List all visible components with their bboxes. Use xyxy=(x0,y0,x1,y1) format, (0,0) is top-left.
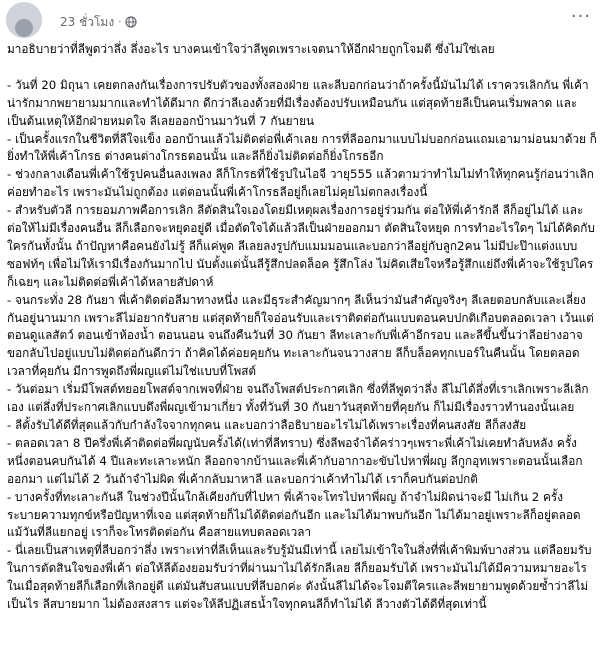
post-header xyxy=(0,0,603,36)
post-paragraph: - สำหรับตัวลี การยอมภาพคือการเลิก ลีตัดสินใจเองโดยมีเหตุผลเรื่องการอยู่ร่วมกัน ต่อให้พี่เค้ารักลี ลีก็อยู่ไม่ได้ และต่อให้ไม่มีเรื่องคนอื่น ลีก็เลือกจะหยุดอยู่ดี เมื่อตัดใจได้แล้วลีเป็นฝ่ายออกมา ตัดสินใจหยุด การทำอะไรใดๆ ไม่ได้คิดกับใครกันทั้งนั้น ถ้าปัญหาคือคนยังไม่รู้ ลีก็แค่พูด ลีเลยลงรูปกับแมมมอนและบอกว่าลีอยู่กับลูก2คน ไม่มีปะป๊าแต่งแบบซอฟท์ๆ เพื่อไม่ให้เรามีเรื่องกันมากไป นับตั้งแต่นั้นลีรู้สึกปลดล็อค รู้สึกโล่ง ไม่คิดเสียใจหรือรู้สึกแย่ถึงพี่เค้าจะใช้รูปใครก็เฉยๆ และไม่ติดต่อพี่เค้าได้หลายสัปดาห์ xyxy=(7,203,595,289)
avatar[interactable] xyxy=(6,2,42,38)
paragraph-gap xyxy=(7,59,597,77)
post-paragraph-intro: มาอธิบายว่าที่ลีพูดว่าลึ่ง ลึ่งอะไร บางคนเข้าใจว่าลีพูดเพราะเจตนาให้อีกฝ่ายถูกโจมตี ซึ่งไม่ใช่เลย xyxy=(7,42,495,56)
post-paragraph: - นี่เลยเป็นสาเหตุที่ลีบอกว่าลึ่ง เพราะเท่าที่ลีเห็นและรับรู้มันมีเท่านี้ เลยไม่เข้าใจในสิ่งที่พี่เค้าพิมพ์บางส่วน แต่ลือยมรับในการตัดสินใจของพี่เค้า ต่อให้ลีต้องยอมรับว่าที่ผ่านมาไม่ได้รักลีเลย ลีก็ยอมรับได้ เพราะมันไม่ได้มีความหมายอะไรในเมื่อสุดท้ายลีก็เลือกที่เลิกอยู่ดี แต่มันสับสนแบบที่ลีบอกค่ะ ดังนั้นลีไม่ได้จะโจมตีใครและลีพยายามพูดด้วยซ้ำว่าลีไม่เป็นไร ลีสบายมาก ไม่ต้องสงสาร แต่จะให้ลีปฏิเสธน้ำใจทุกคนลีก็ทำไม่ได้ ลีวางตัวได้ดีที่สุดเท่านี้ xyxy=(7,543,592,612)
post-paragraph: - จนกระทั่ง 28 กันยา พี่เค้าติดต่อลีมาทางหนึ่ง และมีธุระสำคัญมากๆ ลีเห็นว่ามันสำคัญจริงๆ ลีเลยตอบกลับและเลี่ยงกันอยู่นานมาก เพราะลีไม่อยากรับสาย แต่สุดท้ายก็ใจอ่อนรับและเราติดต่อกันแบบตอนคบปกติเกือบตลอดเวลา เว้นแต่ตอนดูแลสัตว์ ตอนเข้าห้องน้ำ ตอนนอน จนถึงคืนวันที่ 30 กันยา ลีทะเลาะกับพี่เค้าอีกรอบ และลีขึ้นขึ้นว่าลีอย่างอาจ ขอกลับไปอยู่แบบไม่ติดต่อกันดีกว่า ถ้าคิดได้ค่อยคุยกัน ทะเลาะกันจนวางสาย ลีก็บล็อคทุกเบอร์ในคืนนั้น โดยตลอดเวลาที่คุยกัน มีการพูดถึงพี่ผญแต่ไม่ใช่แบบที่โพสต์ xyxy=(7,292,594,379)
post-timestamp[interactable]: 23 ชั่วโมง xyxy=(60,14,115,29)
more-options-icon[interactable]: ··· xyxy=(570,5,592,27)
post-meta xyxy=(60,14,137,30)
post-paragraph: - ลีตั้งรับได้ดีที่สุดแล้วกับกำลังใจจากทุกคน และบอกว่าลือธิบายอะไรไม่ได้เพราะเรื่องที่คนสงสัย ลีก็สงสัย xyxy=(7,418,527,433)
post-paragraph: - วันต่อมา เริ่มมีโพสต์ทยอยโพสต์จากเพจที่ฝ่าย จนถึงโพสต์ประกาศเลิก ซึ่งที่ลีพูดว่าลึ่ง ลีไม่ได้ลึ่งที่เราเลิกเพราะลีเลิกเอง แต่ลึ่งที่ประกาศเลิกแบบดึงพี่ผญเข้ามาเกี่ยว ทั้งที่วันที่ 30 กันยาวันสุดท้ายที่คุยกัน ก็ไม่มีเรื่องราวทำนองนั้นเลย xyxy=(7,382,589,415)
post-paragraph: - วันที่ 20 มิถุนา เคยตกลงกันเรื่องการปรับตัวของทั้งสองฝ่าย และลีบอกก่อนว่าถ้าครั้งนี้มันไม่ได้ เราควรเลิกกัน พี่เค้าน่ารักมากพยายามมากและทำได้ดีมาก ดีกว่าลีเองด้วยที่มีเรื่องต้องปรับเหมือนกัน แต่สุดท้ายลีเป็นคนเริ่มพลาด และเป็นต้นเหตุให้อีกฝ่ายหมดใจ ลีเลยออกบ้านมาวันที่ 7 กันยายน xyxy=(7,77,589,128)
post-paragraph: - เป็นครั้งแรกในชีวิตที่ลีใจแข็ง ออกบ้านแล้วไม่ติดต่อพี่เค้าเลย การที่ลีออกมาแบบไม่บอกก่อนแถมเอามาม่อนมาด้วย ก็ยิ่งทำให้พี่เค้าโกรธ ต่างคนต่างโกรธตอนนั้น และลีก็ยิ่งไม่ติดต่อก็ยิ่งโกรธอีก xyxy=(7,131,597,164)
post-paragraph: - บางครั้งที่ทะเลาะกันลี ในช่วงปีนั้นใกล้เคียงกับที่ไปหา พี่เค้าจะโทรไปหาพี่ผญ ถ้าจำไม่ผิดน่าจะมี ไม่เกิน 2 ครั้ง ระบายความทุกข์หรือปัญหาที่เจอ แต่สุดท้ายก็ไม่ได้ติดต่อกันอีก และไม่ได้มาพบกันอีก ไม่ได้มาอยู่เพราะลีก็อยู่ตลอด แม้วันที่ลีแยกอยู่ เราก็จะโทรติดต่อกัน คือสายแทบตลอดเวลา xyxy=(7,489,581,540)
post-paragraph: - ช่วงกลางเดือนพี่เค้าใช้รูปคนอื่นลงเพลง ลีก็โกรธที่ใช้รูปในไอจี วายุ555 แล้วตามว่าทำไมไม่ทำให้ทุกคนรู้ก่อนว่าเลิกค่อยทำอะไร เพราะมันไม่ถูกต้อง แต่ตอนนั้นพี่เค้าโกรธลีอยู่ก็เลยไม่คุยไม่ตกลงเรื่องนี้ xyxy=(7,167,594,200)
post-body xyxy=(7,41,597,614)
globe-icon[interactable] xyxy=(125,16,137,28)
meta-separator: · xyxy=(118,16,122,28)
post-paragraph: - ตลอดเวลา 8 ปีครึ่งพี่เค้าติดต่อพี่ผญนับครั้งได้(เท่าที่ลีทราบ) ซึ่งลีพอจำได้คร่าวๆเพราะพี่เค้าไม่เคยทำลับหลัง ครั้งหนึ่งตอนคบกันได้ 4 ปีและทะเลาะหนัก ลีออกจากบ้านและพี่เค้ากับอากาอะขับไปหาพี่ผญ ลีกูกอุทเพราะตอนนั้นเลือกออกมา แต่ไม่ได้ 2 วันถ้าจำไม่ผิด พี่เค้ากลับมาหาลี และบอกว่าเค้าทำไม่ได้ เราก็คบกันต่อปกติ xyxy=(7,435,583,486)
